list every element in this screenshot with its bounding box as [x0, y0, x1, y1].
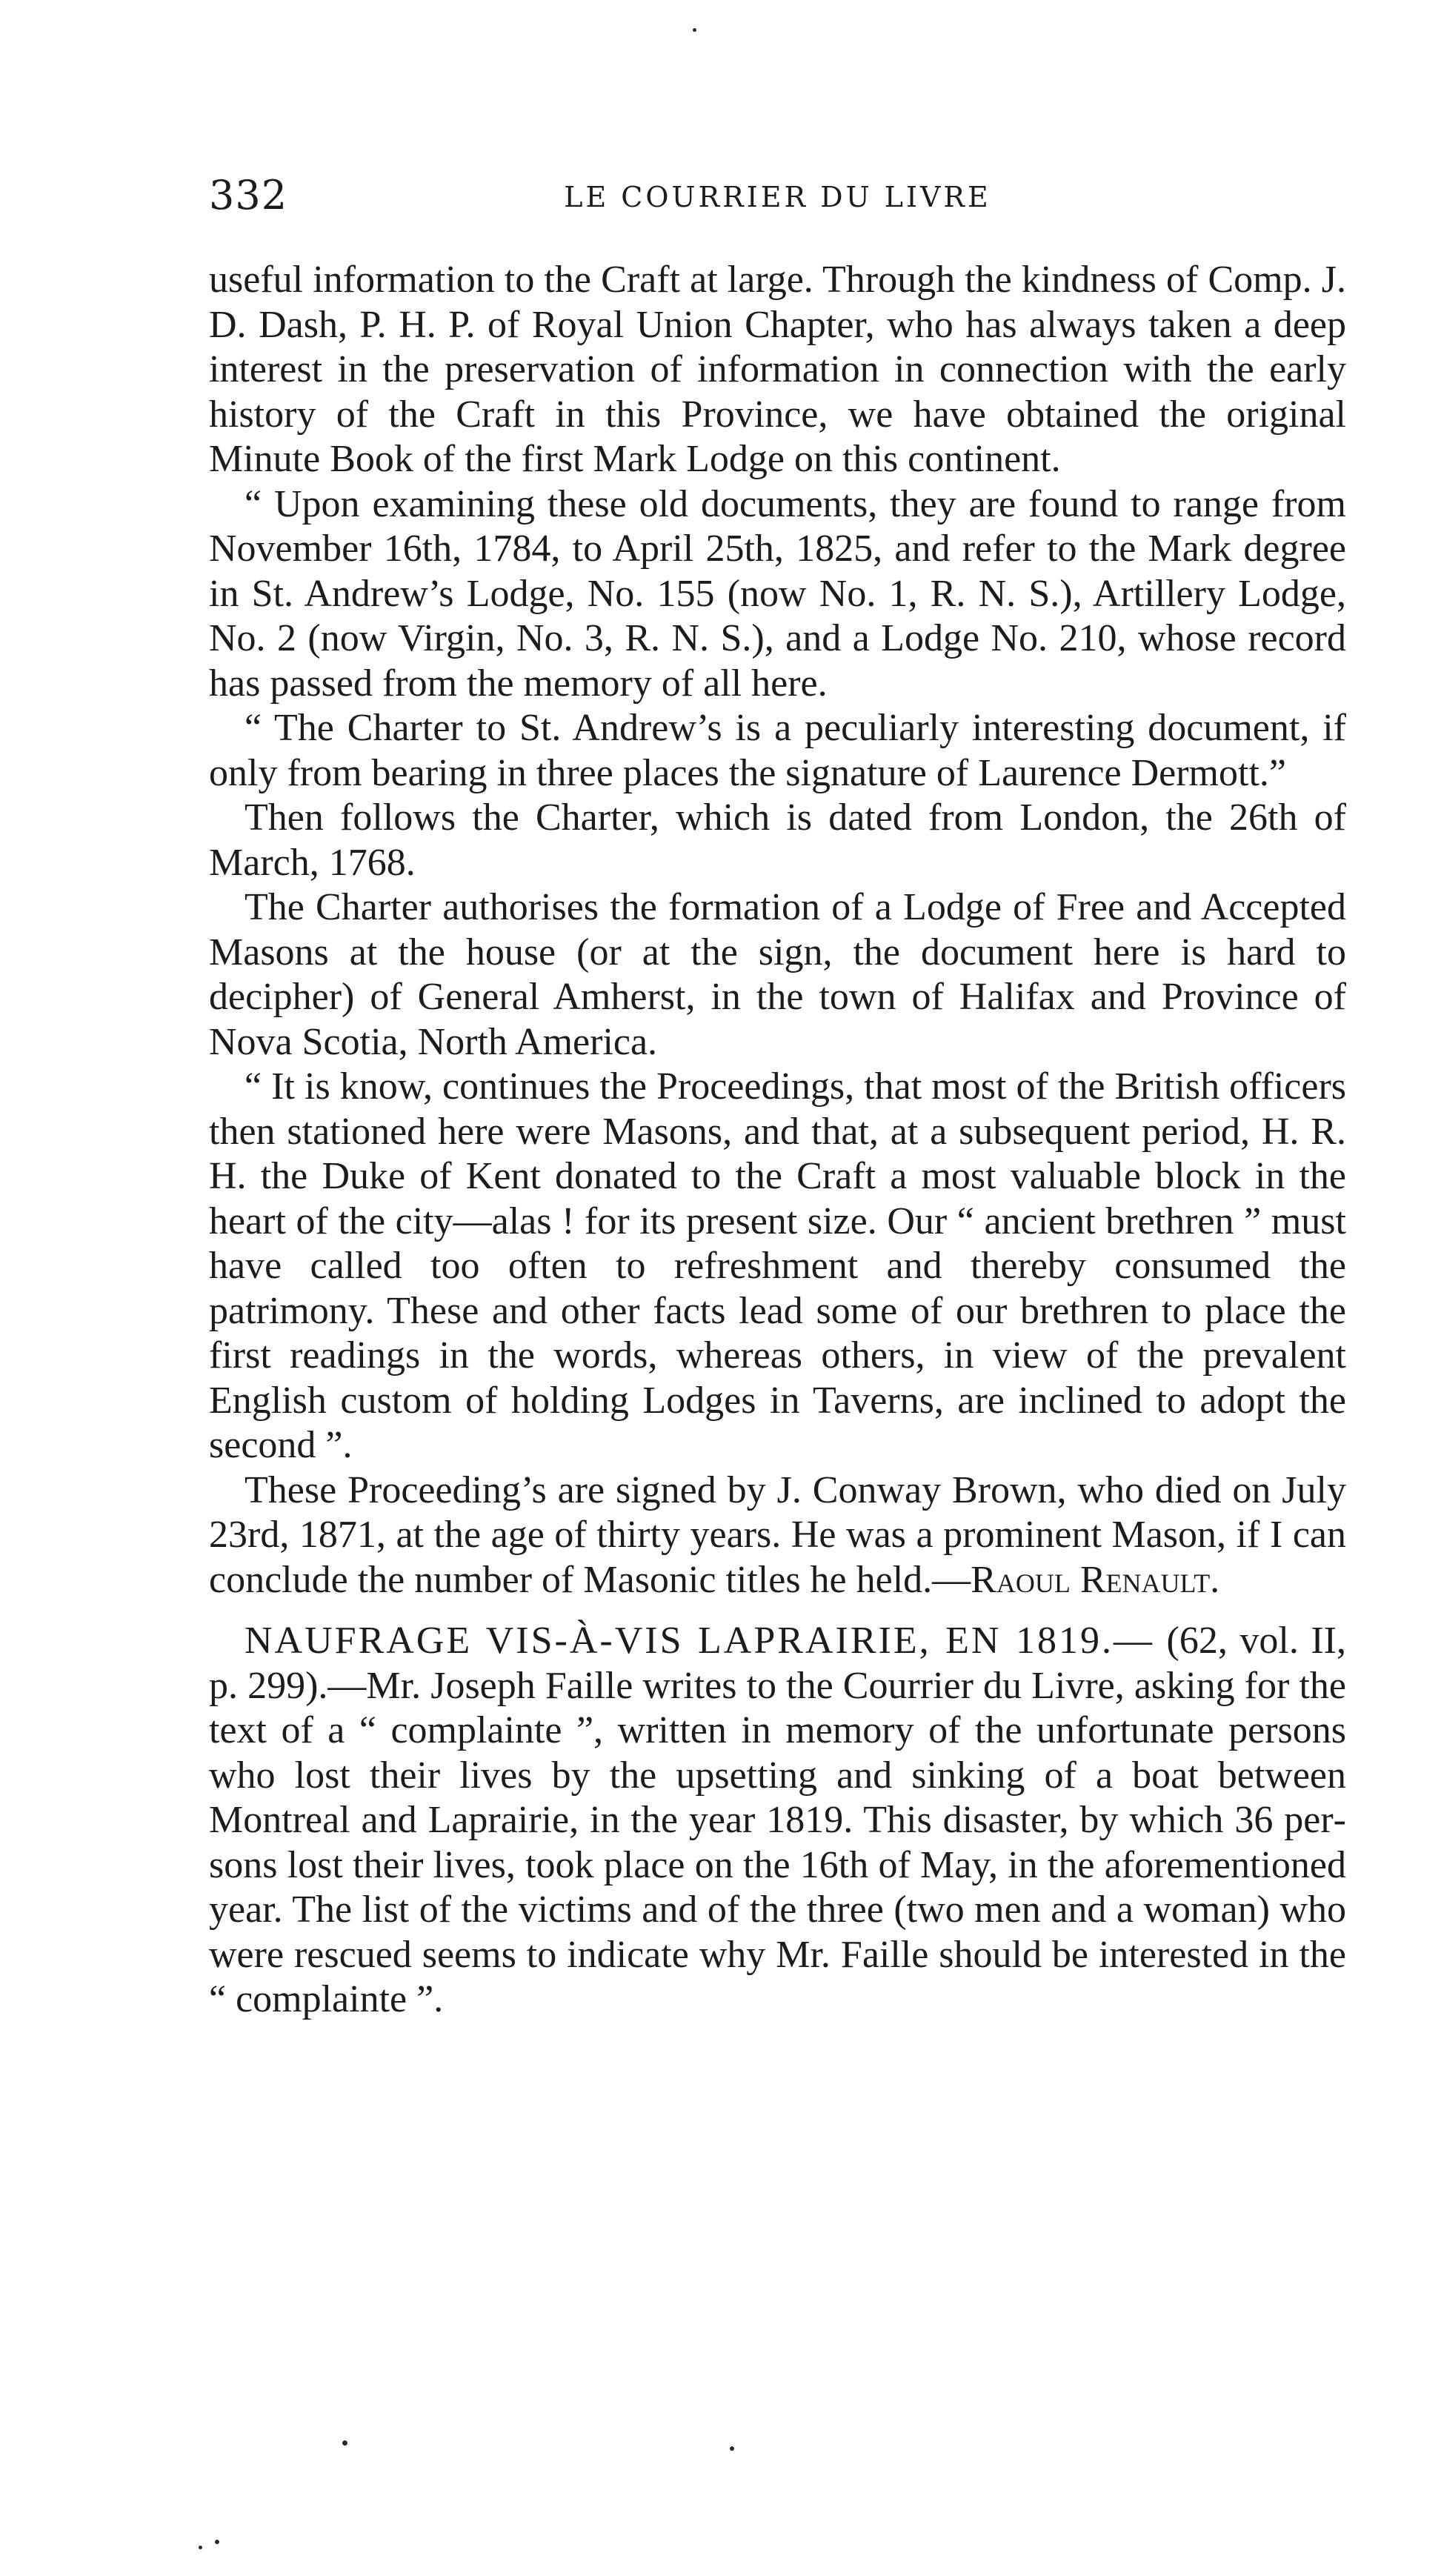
- paragraph-7: [209, 1468, 1346, 1603]
- paragraph-5: The Charter authorises the formation of a Lodge of Free and Accepted Masons at the house (or at the sign, the document here is hard to decipher) of General Amherst, in the town of Halifax and Province of Nova Scotia, North America.: [209, 886, 1346, 1063]
- ink-speck: [215, 2540, 219, 2544]
- paragraph-6: “ It is know, continues the Proceedings, that most of the British officers then stationed here were Masons, and that, at a subsequent period, H. R. H. the Duke of Kent donated to the Craft a most valuable block in the heart of the city—alas ! for its present size. Our “ ancient brethren ” must have called too often to refreshment and thereby consumed the patrimony. These and other facts lead some of our brethren to place the first readings in the words, whereas others, in view of the prevalent English custom of holding Lodges in Taverns, are inclined to adopt the second ”.: [209, 1065, 1346, 1466]
- paragraph-1: useful information to the Craft at large. Through the kindness of Comp. J. D. Dash, P. H. P. of Royal Union Chapter, who has always taken a deep interest in the preservation of information in connection with the early history of the Craft in this Province, we have obtained the original Minute Book of the first Mark Lodge on this continent.: [209, 259, 1346, 480]
- ink-speck: [199, 2546, 202, 2549]
- running-title: LE COURRIER DU LIVRE: [564, 181, 991, 213]
- paragraph-2: “ Upon examining these old documents, they are found to range from November 16th, 1784, to April 25th, 1825, and refer to the Mark degree in St. Andrew’s Lodge, No. 155 (now No. 1, R. N. S.), Artillery Lodge, No. 2 (now Virgin, No. 3, R. N. S.), and a Lodge No. 210, whose record has passed from the memory of all here.: [209, 482, 1346, 705]
- ink-speck: [693, 28, 696, 32]
- ink-speck: [730, 2446, 734, 2451]
- running-head: [209, 172, 1346, 231]
- body-text: [209, 258, 1346, 2023]
- page-number: 332: [209, 172, 288, 219]
- paragraph-8-text: (62, vol. II, p. 299).—Mr. Joseph Faille writes to the Courrier du Livre, asking for the text of a “ complainte ”, written in memory of the unfortunate persons who lost their lives by the upsetting and sinking of a boat between Montreal and Laprairie, in the year 1819. This disaster, by which 36 persons lost their lives, took place on the 16th of May, in the aforementioned year. The list of the victims and of the three (two men and a woman) who were rescued seems to indicate why Mr. Faille should be interested in the “ complainte ”.: [209, 1620, 1347, 2020]
- paragraph-8: [209, 1619, 1346, 2023]
- author-signature: Raoul Renault.: [971, 1558, 1220, 1601]
- paragraph-3: “ The Charter to St. Andrew’s is a peculiarly interesting document, if only from bearing in three places the signature of Laurence Dermott.”: [209, 707, 1346, 794]
- section-heading: NAUFRAGE VIS-À-VIS LAPRAIRIE, EN 1819.—: [244, 1620, 1154, 1662]
- paragraph-4: Then follows the Charter, which is dated from London, the 26th of March, 1768.: [209, 796, 1346, 884]
- ink-speck: [342, 2440, 347, 2446]
- paragraph-7-text: These Proceeding’s are signed by J. Conway Brown, who died on July 23rd, 1871, at the age of thirty years. He was a prominent Mason, if I can conclude the number of Masonic titles he held.—: [209, 1468, 1346, 1601]
